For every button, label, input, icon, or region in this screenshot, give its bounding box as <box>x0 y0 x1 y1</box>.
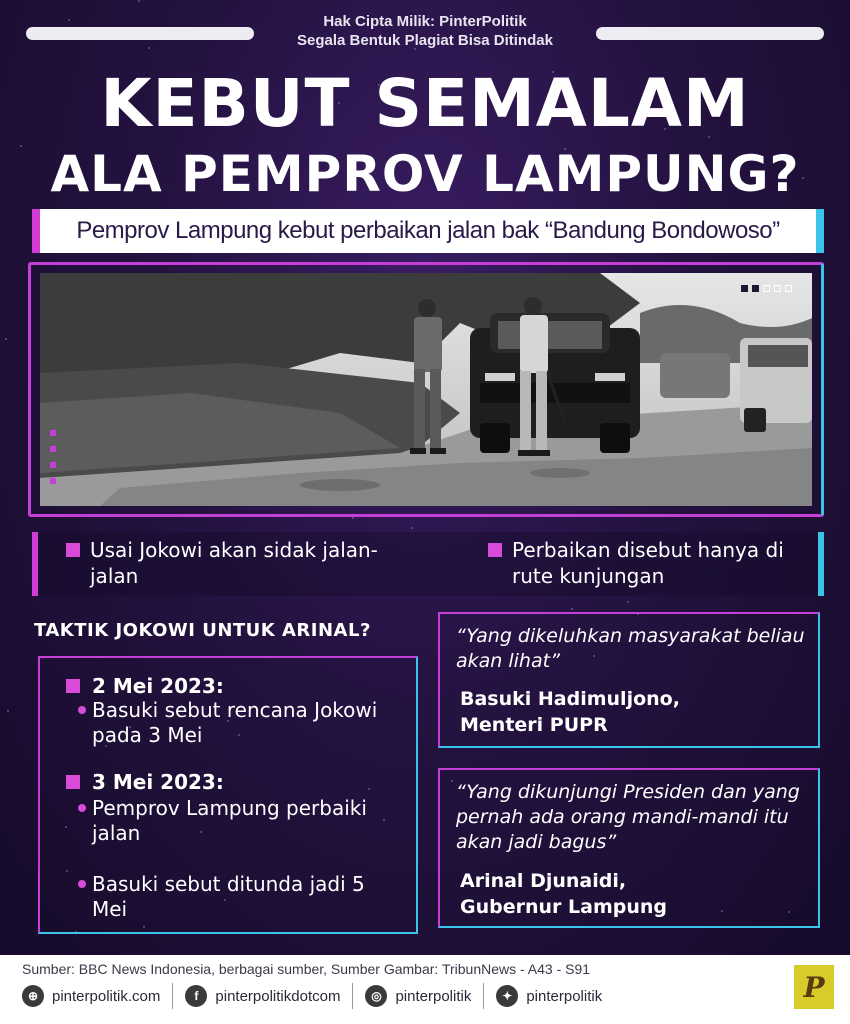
star-dot <box>7 710 9 712</box>
road-photo-illustration <box>40 273 812 506</box>
star-dot <box>5 338 7 340</box>
star-dot <box>571 608 573 610</box>
timeline-box <box>38 656 418 934</box>
dot-bullet-icon <box>78 706 86 714</box>
star-dot <box>411 527 413 529</box>
quote-text: “Yang dikunjungi Presiden dan yang pernah ada orang mandi-mandi itu akan jadi bagus” <box>456 781 800 853</box>
quote-author: Arinal Djunaidi, <box>460 870 627 892</box>
facebook-link[interactable] <box>185 985 340 1007</box>
star-dot <box>352 517 354 519</box>
facebook-icon: f <box>185 985 207 1007</box>
indicator-dot <box>774 285 781 292</box>
frame-mark <box>50 478 56 484</box>
copyright-line-2: Segala Bentuk Plagiat Bisa Ditindak <box>297 32 553 49</box>
info-band <box>32 532 824 596</box>
headline-line-2: ALA PEMPROV LAMPUNG? <box>50 145 800 203</box>
timeline-point-text: Basuki sebut ditunda jadi 5 Mei <box>92 872 365 921</box>
timeline-heading: TAKTIK JOKOWI UNTUK ARINAL? <box>34 620 371 641</box>
divider <box>172 983 173 1009</box>
timeline-date-label: 3 Mei 2023: <box>92 770 224 794</box>
timeline-point <box>78 796 388 846</box>
divider <box>483 983 484 1009</box>
divider <box>352 983 353 1009</box>
info-item-left <box>66 537 386 589</box>
indicator-dot <box>785 285 792 292</box>
pinterpolitik-logo: P <box>794 965 834 1009</box>
square-bullet-icon <box>66 543 80 557</box>
copyright-line-1: Hak Cipta Milik: PinterPolitik <box>323 13 527 30</box>
quote-author: Basuki Hadimuljono, <box>460 688 680 710</box>
square-bullet-icon <box>488 543 502 557</box>
instagram-icon: ◎ <box>365 985 387 1007</box>
instagram-link[interactable] <box>365 985 471 1007</box>
quote-author-role: Menteri PUPR <box>460 714 608 736</box>
frame-mark <box>50 462 56 468</box>
dot-bullet-icon <box>78 804 86 812</box>
timeline-point <box>78 698 388 748</box>
twitter-label: pinterpolitik <box>526 987 603 1005</box>
timeline-date-label: 2 Mei 2023: <box>92 674 224 698</box>
website-link[interactable] <box>22 985 160 1007</box>
star-dot <box>627 601 629 603</box>
subtitle-bar <box>32 209 824 253</box>
copyright-notice <box>0 12 850 50</box>
carousel-indicator <box>741 285 792 292</box>
twitter-icon: ✦ <box>496 985 518 1007</box>
square-bullet-icon <box>66 775 80 789</box>
star-dot <box>138 0 140 2</box>
dot-bullet-icon <box>78 880 86 888</box>
timeline-date <box>66 770 224 794</box>
globe-icon: ⊕ <box>22 985 44 1007</box>
frame-mark <box>50 446 56 452</box>
timeline-point-text: Basuki sebut rencana Jokowi pada 3 Mei <box>92 698 378 747</box>
twitter-link[interactable] <box>496 985 602 1007</box>
info-text-left: Usai Jokowi akan sidak jalan-jalan <box>90 538 378 588</box>
frame-side-marks <box>50 430 56 494</box>
quote-box <box>438 768 820 928</box>
road-photo <box>40 273 812 506</box>
square-bullet-icon <box>66 679 80 693</box>
website-label: pinterpolitik.com <box>52 987 161 1005</box>
footer <box>0 955 850 1024</box>
headline-line-1: KEBUT SEMALAM <box>100 65 750 142</box>
facebook-label: pinterpolitikdotcom <box>215 987 341 1005</box>
social-links <box>22 983 602 1009</box>
instagram-label: pinterpolitik <box>395 987 472 1005</box>
indicator-dot <box>741 285 748 292</box>
timeline-point-text: Pemprov Lampung perbaiki jalan <box>92 796 367 845</box>
source-credit: Sumber: BBC News Indonesia, berbagai sumber, Sumber Gambar: TribunNews - A43 - S91 <box>22 961 591 977</box>
timeline-date <box>66 674 224 698</box>
frame-mark <box>50 430 56 436</box>
quote-box <box>438 612 820 748</box>
subtitle-text: Pemprov Lampung kebut perbaikan jalan bak “Bandung Bondowoso” <box>76 217 780 244</box>
indicator-dot <box>763 285 770 292</box>
quote-author-role: Gubernur Lampung <box>460 896 667 918</box>
info-item-right <box>488 537 808 589</box>
quote-text: “Yang dikeluhkan masyarakat beliau akan lihat” <box>456 625 805 672</box>
indicator-dot <box>752 285 759 292</box>
timeline-point <box>78 872 388 922</box>
info-text-right: Perbaikan disebut hanya di rute kunjungan <box>512 538 784 588</box>
